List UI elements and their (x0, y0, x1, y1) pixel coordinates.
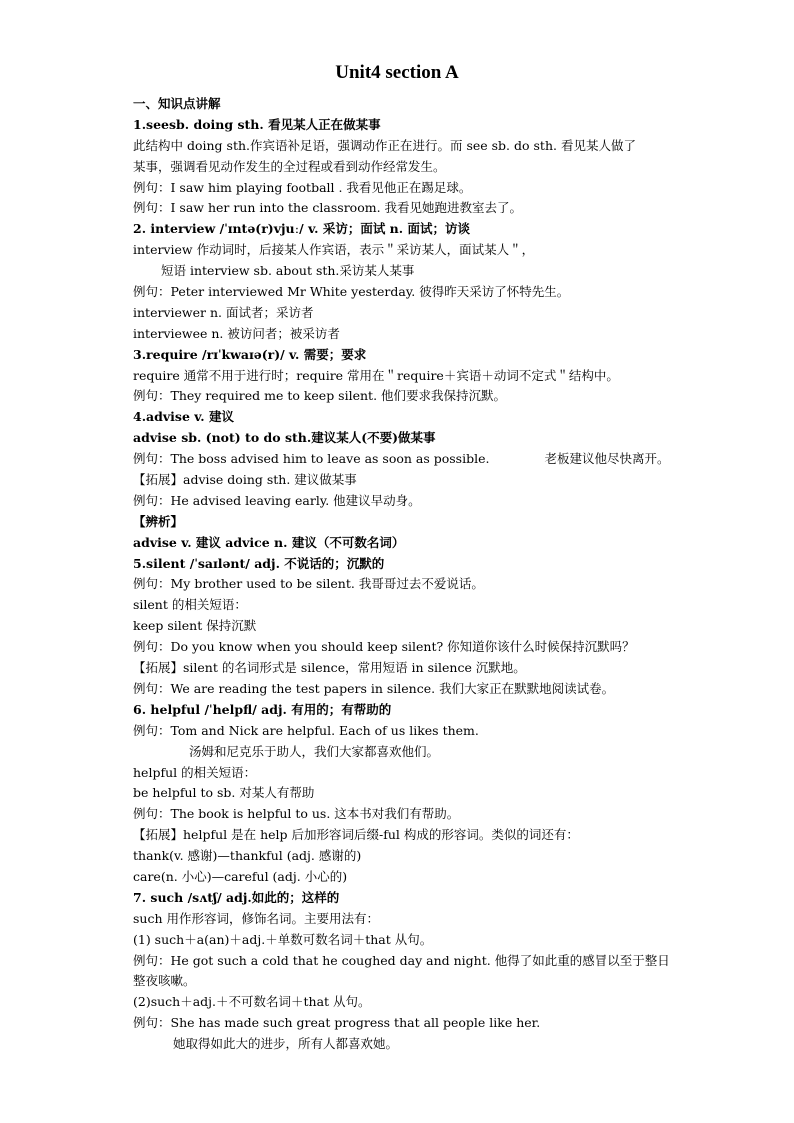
line-text: (2)such＋adj.＋不可数名词＋that 从句。 (133, 994, 371, 1010)
text-line (133, 324, 673, 345)
line-text: 3.require /rɪˈkwaɪə(r)/ v. 需要；要求 (133, 346, 367, 362)
line-text: 例句：Do you know when you should keep silent? 你知道你该什么时候保持沉默吗？ (133, 639, 635, 655)
text-line (133, 282, 673, 303)
text-line (133, 679, 673, 700)
text-line (133, 846, 673, 867)
text-line (133, 616, 673, 637)
line-text: 例句：The book is helpful to us. 这本书对我们有帮助。 (133, 806, 460, 822)
line-text: 例句：The boss advised him to leave as soon as possible. (133, 451, 490, 467)
line-text: 汤姆和尼克乐于助人，我们大家都喜欢他们。 (189, 743, 440, 759)
line-text: require 通常不用于进行时；require 常用在＂require＋宾语＋动词不定式＂结构中。 (133, 367, 619, 383)
line-text: 例句：I saw him playing football . 我看见他正在踢足球。 (133, 179, 472, 195)
line-text: 此结构中 doing sth.作宾语补足语，强调动作正在进行。而 see sb. do sth. 看见某人做了 (133, 137, 636, 153)
text-line (133, 804, 673, 825)
line-text: silent 的相关短语： (133, 597, 247, 613)
text-line (133, 198, 673, 219)
line-text: thank(v. 感谢)—thankful (adj. 感谢的) (133, 848, 362, 864)
text-line (133, 386, 673, 407)
text-line (133, 951, 673, 972)
line-text: advise v. 建议 advice n. 建议（不可数名词） (133, 534, 405, 550)
line-text: 例句：She has made such great progress that all people like her. (133, 1015, 541, 1031)
text-line (133, 637, 673, 658)
line-text: 她取得如此大的进步，所有人都喜欢她。 (173, 1036, 399, 1052)
line-text: 1.seesb. doing sth. 看见某人正在做某事 (133, 116, 381, 132)
text-line (133, 428, 673, 449)
line-text: interview 作动词时，后接某人作宾语，表示＂采访某人，面试某人＂， (133, 242, 535, 258)
line-text: care(n. 小心)—careful (adj. 小心的) (133, 868, 348, 884)
line-text: 【拓展】advise doing sth. 建议做某事 (133, 472, 357, 488)
text-line (133, 449, 673, 470)
line-text: 5.silent /ˈsaɪlənt/ adj. 不说话的；沉默的 (133, 555, 385, 571)
text-line (133, 261, 673, 282)
line-text: be helpful to sb. 对某人有帮助 (133, 785, 315, 801)
text-line (133, 595, 673, 616)
text-line (133, 971, 673, 992)
line-translation: 老板建议他尽快离开。 (544, 451, 670, 467)
line-text: interviewee n. 被访问者；被采访者 (133, 325, 340, 341)
text-line (133, 909, 673, 930)
line-text: interviewer n. 面试者；采访者 (133, 304, 314, 320)
line-text: 4.advise v. 建议 (133, 409, 234, 425)
text-line (133, 533, 673, 554)
text-line (133, 888, 673, 909)
text-line (133, 763, 673, 784)
line-text: 7. such /sʌtʃ/ adj.如此的；这样的 (133, 889, 340, 905)
text-line (133, 94, 673, 115)
line-text: helpful 的相关短语： (133, 764, 257, 780)
text-line (133, 700, 673, 721)
text-line (133, 136, 673, 157)
line-text: 2. interview /ˈɪntə(r)vjuː/ v. 采访；面试 n. 面试；访谈 (133, 221, 470, 237)
text-line (133, 1013, 673, 1034)
line-text: keep silent 保持沉默 (133, 618, 257, 634)
line-text: 某事，强调看见动作发生的全过程或看到动作经常发生。 (133, 158, 446, 174)
line-text: 短语 interview sb. about sth.采访某人某事 (161, 263, 415, 279)
text-line (133, 930, 673, 951)
line-text: advise sb. (not) to do sth.建议某人(不要)做某事 (133, 430, 436, 446)
text-line (133, 721, 673, 742)
text-line (133, 491, 673, 512)
line-text: 整夜咳嗽。 (133, 973, 196, 989)
line-text: 例句：Peter interviewed Mr White yesterday. 彼得昨天采访了怀特先生。 (133, 284, 570, 300)
text-line (133, 825, 673, 846)
text-line (133, 407, 673, 428)
line-text: 例句：My brother used to be silent. 我哥哥过去不爱说话。 (133, 576, 484, 592)
line-text: 例句：Tom and Nick are helpful. Each of us likes them. (133, 722, 479, 738)
text-line (133, 783, 673, 804)
text-line (133, 470, 673, 491)
text-line (133, 992, 673, 1013)
text-line (133, 345, 673, 366)
text-line (133, 867, 673, 888)
text-line (133, 574, 673, 595)
lesson-notes (133, 94, 673, 1055)
line-text: 【拓展】helpful 是在 help 后加形容词后缀-ful 构成的形容词。类似的词还有： (133, 827, 579, 843)
text-line (133, 742, 673, 763)
text-line (133, 303, 673, 324)
page-title: Unit4 section A (335, 62, 459, 83)
line-text: 一、知识点讲解 (133, 96, 221, 111)
text-line (133, 157, 673, 178)
text-line (133, 512, 673, 533)
line-text: 【拓展】silent 的名词形式是 silence，常用短语 in silence 沉默地。 (133, 660, 526, 676)
text-line (133, 219, 673, 240)
text-line (133, 658, 673, 679)
line-text: 【辨析】 (133, 513, 184, 529)
line-text: 例句：They required me to keep silent. 他们要求我保持沉默。 (133, 388, 507, 404)
text-line (133, 240, 673, 261)
line-text: 例句：I saw her run into the classroom. 我看见她跑进教室去了。 (133, 200, 523, 216)
line-text: such 用作形容词，修饰名词。主要用法有： (133, 910, 379, 926)
text-line (133, 115, 673, 136)
text-line (133, 178, 673, 199)
text-line (133, 1034, 673, 1055)
line-text: 例句：He advised leaving early. 他建议早动身。 (133, 492, 421, 508)
line-text: 例句：He got such a cold that he coughed day and night. 他得了如此重的感冒以至于整日 (133, 952, 670, 968)
line-text: (1) such＋a(an)＋adj.＋单数可数名词＋that 从句。 (133, 931, 433, 947)
text-line (133, 554, 673, 575)
line-text: 6. helpful /ˈhelpfl/ adj. 有用的；有帮助的 (133, 701, 392, 717)
line-text: 例句：We are reading the test papers in silence. 我们大家正在默默地阅读试卷。 (133, 680, 615, 696)
text-line (133, 366, 673, 387)
